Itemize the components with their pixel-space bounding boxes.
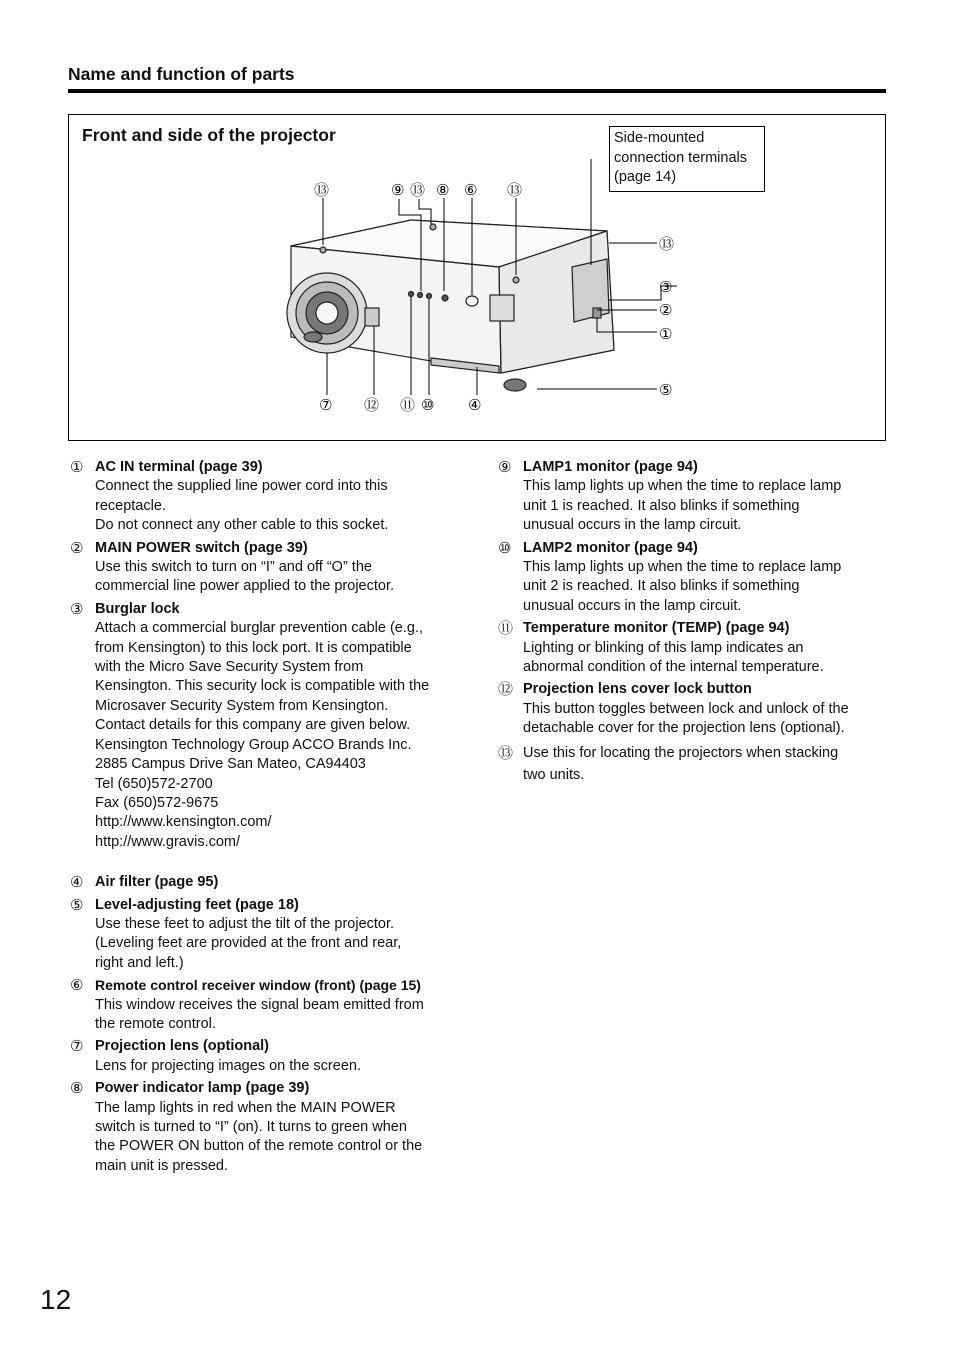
item-line: right and left.) (95, 954, 184, 971)
callout-number-12: ⑫ (364, 396, 380, 414)
item-line: Fax (650)572-9675 (95, 794, 219, 811)
callout-number-13: ⑬ (410, 181, 426, 199)
item-title: Projection lens cover lock button (523, 681, 752, 698)
item-line: Contact details for this company are given below. (95, 717, 411, 734)
part-item-9 (498, 458, 898, 536)
callout-number-7: ⑦ (319, 396, 333, 414)
callout-line: Side-mounted (614, 130, 705, 146)
part-item-8 (70, 1079, 470, 1176)
spacer (70, 855, 470, 873)
part-item-13 (498, 742, 898, 786)
item-marker: ④ (70, 873, 84, 892)
part-item-2 (70, 539, 470, 597)
item-title: Power indicator lamp (page 39) (95, 1080, 310, 1097)
part-item-5 (70, 896, 470, 974)
item-line: switch is turned to “I” (on). It turns to green when (95, 1119, 407, 1135)
callout-number-1: ① (659, 325, 673, 343)
item-marker: ⑨ (498, 458, 512, 476)
item-marker: ⑥ (70, 976, 84, 995)
title-rule (68, 89, 886, 93)
item-line: Kensington Technology Group ACCO Brands Inc. (95, 736, 412, 753)
item-line: the POWER ON button of the remote control or the (95, 1138, 423, 1155)
item-marker: ② (70, 538, 84, 557)
section-title: Name and function of parts (68, 64, 295, 84)
callout-numbers-right (659, 235, 674, 399)
callout-number-13: ⑬ (314, 181, 330, 199)
callout-number-6: ⑥ (464, 181, 478, 199)
item-line: Microsaver Security System from Kensington. (95, 697, 389, 714)
item-line: The lamp lights in red when the MAIN POWER (95, 1099, 396, 1116)
callout-number-8: ⑧ (436, 181, 450, 199)
item-line: This lamp lights up when the time to replace lamp (523, 478, 842, 495)
item-line: unusual occurs in the lamp circuit. (523, 597, 742, 614)
item-marker: ① (70, 458, 84, 476)
item-marker: ⑫ (498, 680, 514, 699)
callout-line: connection terminals (614, 149, 747, 166)
item-line: 2885 Campus Drive San Mateo, CA94403 (95, 756, 366, 773)
item-title: Remote control receiver window (front) (page 15) (95, 977, 421, 994)
item-title: Level-adjusting feet (page 18) (95, 896, 299, 913)
item-title: AC IN terminal (page 39) (95, 459, 263, 475)
item-line: Lighting or blinking of this lamp indicates an (523, 639, 804, 656)
part-item-10 (498, 539, 898, 617)
callout-line: (page 14) (614, 169, 677, 185)
part-item-3 (70, 600, 470, 852)
item-line: This window receives the signal beam emitted from (95, 996, 424, 1013)
item-line: abnormal condition of the internal temperature. (523, 659, 824, 676)
callout-number-11: ⑪ (400, 396, 416, 414)
item-line: Tel (650)572-2700 (95, 775, 213, 792)
projector-body (287, 220, 614, 391)
item-line: receptacle. (95, 497, 166, 514)
item-title: LAMP1 monitor (page 94) (523, 459, 698, 475)
callout-number-13: ⑬ (507, 181, 523, 199)
item-line: (Leveling feet are provided at the front and rear, (95, 935, 402, 952)
figure-box (68, 114, 886, 441)
item-marker: ⑧ (70, 1079, 84, 1098)
callout-numbers-bottom (319, 396, 481, 414)
projector-illustration (69, 115, 885, 440)
gravis-link[interactable]: http://www.gravis.com/ (95, 833, 241, 850)
item-line: This button toggles between lock and unlock of the (523, 700, 849, 717)
item-marker: ⑬ (498, 743, 514, 762)
callout-number-10: ⑩ (421, 396, 435, 414)
item-line: main unit is pressed. (95, 1157, 228, 1174)
parts-list-right (498, 458, 898, 789)
part-item-7 (70, 1037, 470, 1076)
item-marker: ③ (70, 599, 84, 618)
item-line: unusual occurs in the lamp circuit. (523, 517, 742, 534)
item-title: Burglar lock (95, 600, 180, 617)
item-line: Connect the supplied line power cord into this (95, 478, 388, 495)
kensington-link[interactable]: http://www.kensington.com/ (95, 814, 272, 831)
item-line: detachable cover for the projection lens (optional). (523, 720, 845, 737)
item-line: two units. (523, 766, 585, 783)
callout-number-4: ④ (468, 396, 482, 414)
item-line: unit 2 is reached. It also blinks if something (523, 578, 800, 595)
item-line: Kensington. This security lock is compatible with the (95, 678, 430, 695)
item-line: unit 1 is reached. It also blinks if something (523, 497, 800, 514)
item-line: with the Micro Save Security System from (95, 659, 364, 676)
page-number: 12 (40, 1284, 72, 1315)
callout-numbers-top (314, 181, 522, 199)
item-title: LAMP2 monitor (page 94) (523, 539, 698, 556)
callout-number-9: ⑨ (391, 181, 405, 199)
item-title: Projection lens (optional) (95, 1038, 270, 1055)
item-line: Lens for projecting images on the screen. (95, 1057, 361, 1074)
item-line: from Kensington) to this lock port. It is compatible (95, 639, 412, 656)
item-title: MAIN POWER switch (page 39) (95, 539, 308, 556)
item-line: Do not connect any other cable to this socket. (95, 517, 389, 534)
item-line: Use these feet to adjust the tilt of the projector. (95, 915, 395, 932)
item-line: the remote control. (95, 1015, 216, 1032)
part-item-12 (498, 680, 898, 738)
callout-number-13: ⑬ (659, 235, 675, 253)
item-line: Use this switch to turn on “I” and off “O” the (95, 559, 372, 576)
item-title: Air filter (page 95) (95, 874, 219, 891)
part-item-4 (70, 873, 470, 892)
item-marker: ⑤ (70, 895, 84, 914)
part-item-1 (70, 458, 470, 536)
item-marker: ⑦ (70, 1037, 84, 1056)
callout-number-3: ③ (659, 278, 673, 296)
item-line: Attach a commercial burglar prevention cable (e.g., (95, 620, 424, 637)
callout-number-2: ② (659, 301, 673, 319)
item-marker: ⑪ (498, 619, 514, 638)
item-line: Use this for locating the projectors when stacking (523, 744, 839, 761)
item-marker: ⑩ (498, 538, 512, 557)
part-item-6 (70, 976, 470, 1034)
part-item-11 (498, 619, 898, 677)
figure-title: Front and side of the projector (82, 125, 336, 145)
item-line: This lamp lights up when the time to replace lamp (523, 559, 842, 576)
item-title: Temperature monitor (TEMP) (page 94) (523, 620, 790, 637)
item-line: commercial line power applied to the projector. (95, 578, 395, 595)
parts-list-left (70, 458, 470, 1179)
callout-number-5: ⑤ (659, 381, 673, 399)
